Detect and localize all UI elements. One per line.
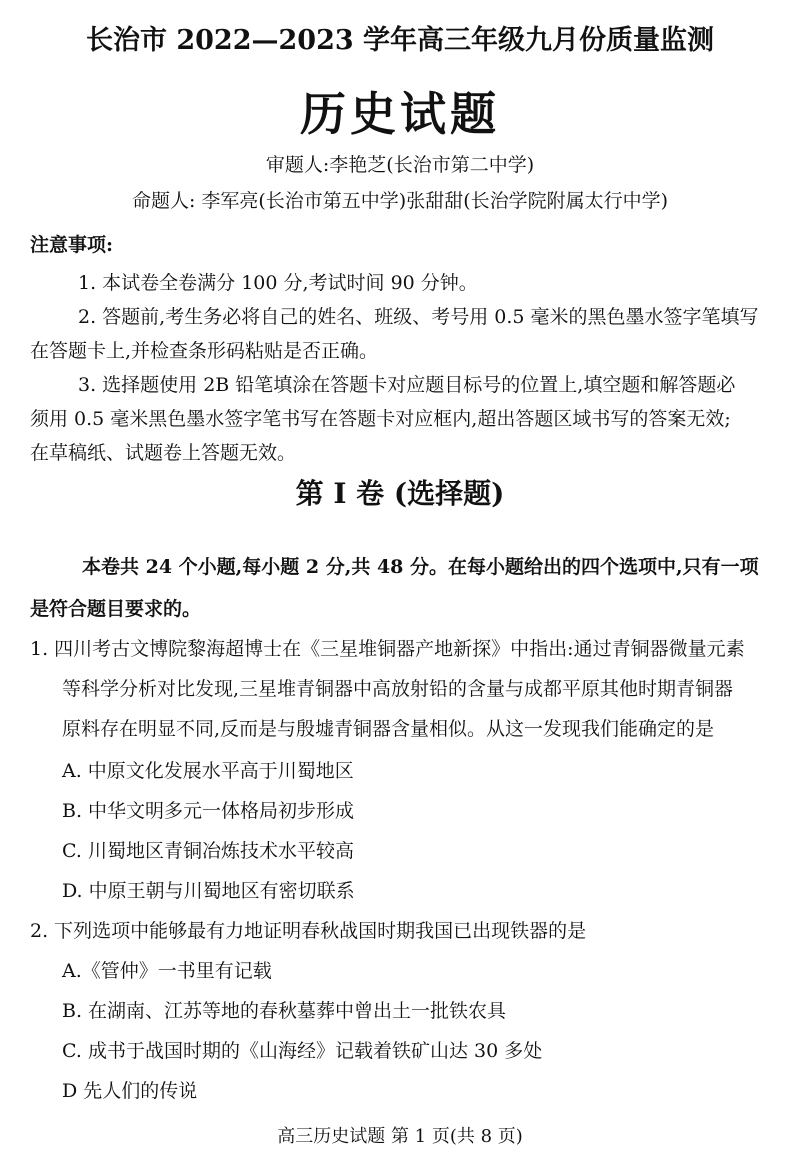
question-2-option-a: A.《管仲》一书里有记载 [62,960,272,982]
notice-item-1: 1. 本试卷全卷满分 100 分,考试时间 90 分钟。 [78,272,478,294]
question-1-stem-line-1: 1. 四川考古文博院黎海超博士在《三星堆铜器产地新探》中指出:通过青铜器微量元素 [30,638,745,660]
question-2-option-c: C. 成书于战国时期的《山海经》记载着铁矿山达 30 多处 [62,1040,543,1062]
notice-item-2-line-1: 2. 答题前,考生务必将自己的姓名、班级、考号用 0.5 毫米的黑色墨水签字笔填写 [78,306,759,328]
question-1-option-a: A. 中原文化发展水平高于川蜀地区 [62,760,354,782]
subject-title: 历史试题 [300,87,500,141]
question-1-stem-line-3: 原料存在明显不同,反而是与殷墟青铜器含量相似。从这一发现我们能确定的是 [62,718,715,740]
page-footer: 高三历史试题 第 1 页(共 8 页) [277,1126,523,1147]
question-1-option-c: C. 川蜀地区青铜冶炼技术水平较高 [62,840,354,862]
question-1-option-d: D. 中原王朝与川蜀地区有密切联系 [62,880,355,902]
notice-item-3-line-2: 须用 0.5 毫米黑色墨水签字笔书写在答题卡对应框内,超出答题区域书写的答案无效; [30,408,731,430]
section-intro-line-1: 本卷共 24 个小题,每小题 2 分,共 48 分。在每小题给出的四个选项中,只有一项 [82,556,759,578]
exam-header: 长治市 2022—2023 学年高三年级九月份质量监测 [85,25,715,56]
notice-heading: 注意事项: [30,234,114,256]
question-1-stem-line-2: 等科学分析对比发现,三星堆青铜器中高放射铅的含量与成都平原其他时期青铜器 [62,678,734,700]
section-title: 第 I 卷 (选择题) [295,477,505,510]
section-intro-line-2: 是符合题目要求的。 [30,598,202,620]
notice-item-3-line-3: 在草稿纸、试题卷上答题无效。 [30,442,297,464]
question-2-stem: 2. 下列选项中能够最有力地证明春秋战国时期我国已出现铁器的是 [30,920,587,942]
reviewer-line: 审题人:李艳芝(长治市第二中学) [265,154,535,176]
notice-item-2-line-2: 在答题卡上,并检查条形码粘贴是否正确。 [30,340,379,362]
notice-item-3-line-1: 3. 选择题使用 2B 铅笔填涂在答题卡对应题目标号的位置上,填空题和解答题必 [78,374,736,396]
question-2-option-d: D 先人们的传说 [62,1080,198,1102]
question-1-option-b: B. 中华文明多元一体格局初步形成 [62,800,355,822]
question-2-option-b: B. 在湖南、江苏等地的春秋墓葬中曾出土一批铁农具 [62,1000,507,1022]
author-line: 命题人: 李军亮(长治市第五中学)张甜甜(长治学院附属太行中学) [131,190,669,212]
